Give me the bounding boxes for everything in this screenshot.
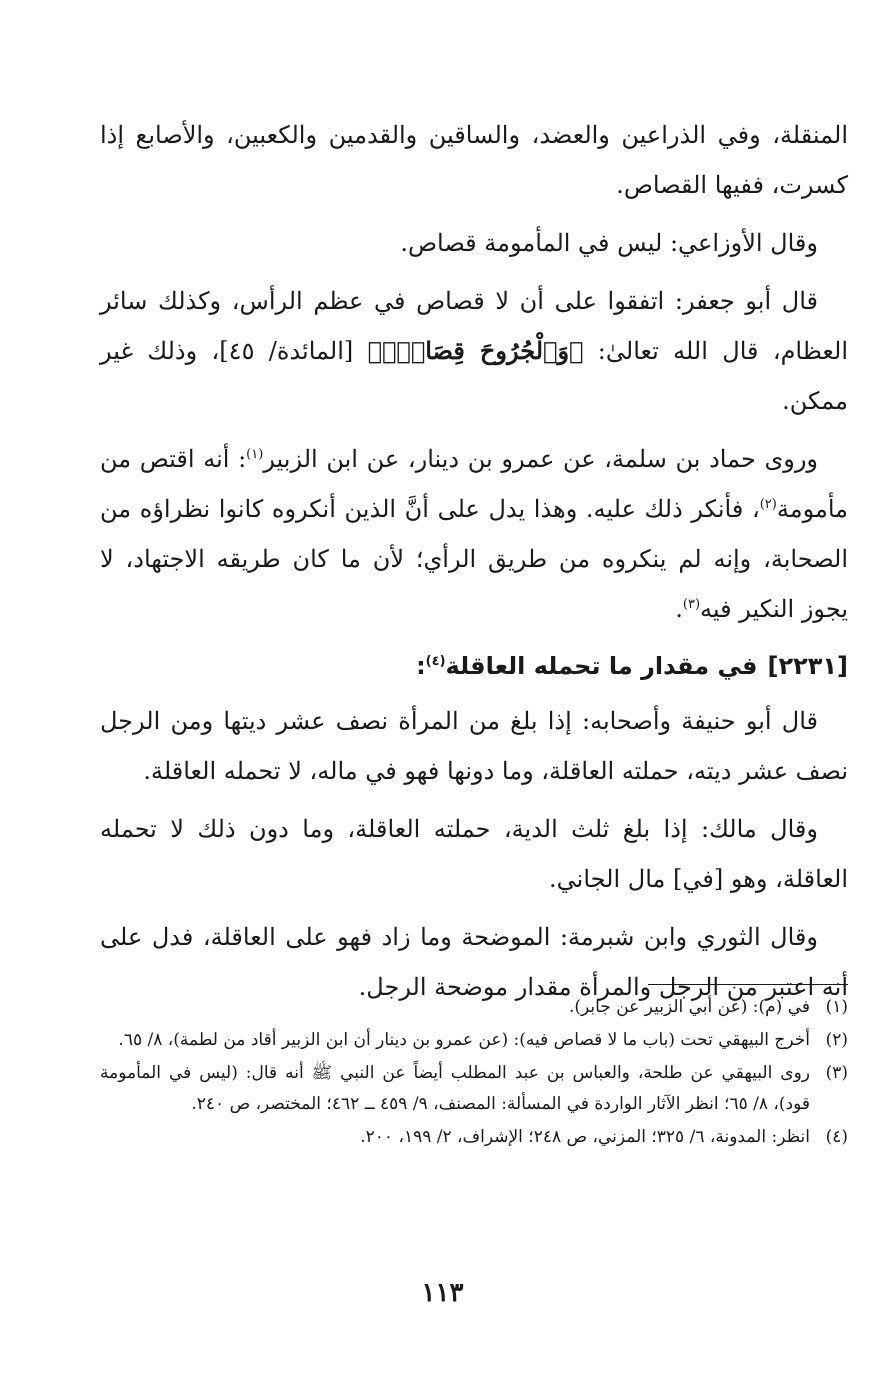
paragraph-text: قال أبو حنيفة وأصحابه: إذا بلغ من المرأة نصف عشر ديتها ومن الرجل نصف عشر ديته، حملته العاقلة، وما دونها فهو في ماله، لا تحمله العاقلة. (100, 707, 848, 785)
footnote-mark: (١) (825, 997, 848, 1017)
footnote-mark: (٢) (825, 1030, 848, 1050)
paragraph-text: . (675, 595, 683, 623)
paragraph (100, 434, 848, 634)
footnote-ref[interactable]: (٢) (759, 497, 777, 512)
footnote (100, 1122, 848, 1153)
section-title: في مقدار ما تحمله العاقلة (445, 652, 758, 680)
section-number: [٢٢٣١] (767, 652, 848, 680)
footnote-mark: (٤) (825, 1127, 848, 1147)
footnote-ref[interactable]: (١) (246, 447, 264, 462)
footnote-separator (648, 984, 848, 985)
paragraph-text: : أنه اقتص من مأمومة (100, 445, 848, 523)
footnote (100, 1058, 848, 1120)
paragraph-text: وقال الأوزاعي: ليس في المأمومة قصاص. (400, 229, 818, 257)
paragraph (100, 696, 848, 796)
footnote-mark: (٣) (825, 1063, 848, 1083)
paragraph-text: [المائدة/ ٤٥]، وذلك غير ممكن. (100, 337, 848, 415)
footnote-ref[interactable]: (٣) (682, 597, 701, 612)
heading-colon: : (416, 652, 426, 680)
main-text (100, 110, 848, 1020)
paragraph-text: قال أبو جعفر: اتفقوا على أن لا قصاص في عظم الرأس، وكذلك سائر العظام، قال الله تعالىٰ: (100, 287, 848, 365)
footnote-ref[interactable]: (٤) (425, 654, 446, 669)
paragraph (100, 110, 848, 210)
footnote-text: في (م): (عن أبي الزبير عن جابر). (568, 997, 810, 1017)
paragraph-text: وقال مالك: إذا بلغ ثلث الدية، حملته العاقلة، وما دون ذلك لا تحمله العاقلة، وهو [في] مال الجاني. (100, 815, 848, 893)
paragraph-text: وقال الثوري وابن شبرمة: الموضحة وما زاد فهو على العاقلة، فدل على أنه اعتبر من الرجل والمرأة مقدار موضحة الرجل. (100, 923, 848, 1001)
footnotes (100, 992, 848, 1155)
paragraph (100, 804, 848, 904)
paragraph (100, 218, 848, 268)
section-heading (100, 642, 848, 690)
quran-verse: ﴿وَٱلْجُرُوحَ قِصَاصٌۚ﴾ (367, 336, 584, 365)
footnote (100, 1025, 848, 1056)
paragraph-text: المنقلة، وفي الذراعين والعضد، والساقين والقدمين والكعبين، والأصابع إذا كسرت، ففيها القصاص. (100, 121, 848, 199)
paragraph (100, 276, 848, 426)
page-number: ١١٣ (421, 1278, 464, 1308)
paragraph-text: ، فأنكر ذلك عليه. وهذا يدل على أنَّ الذين أنكروه كانوا نظراؤه من الصحابة، وإنه لم ينكروه من طريق الرأي؛ لأن ما كان طريقه الاجتهاد، لا يجوز النكير فيه (100, 495, 848, 623)
footnote-text: روى البيهقي عن طلحة، والعباس بن عبد المطلب أيضاً عن النبي ﷺ أنه قال: (ليس في المأمومة قود)، ٨/ ٦٥؛ انظر الآثار الواردة في المسألة: المصنف، ٩/ ٤٥٩ ــ ٤٦٢؛ المختصر، ص ٢٤٠. (100, 1063, 810, 1114)
footnote-text: أخرج البيهقي تحت (باب ما لا قصاص فيه): (عن عمرو بن دينار أن ابن الزبير أقاد من لطمة)، ٨/ ٦٥. (118, 1030, 810, 1050)
footnote-text: انظر: المدونة، ٦/ ٣٢٥؛ المزني، ص ٢٤٨؛ الإشراف، ٢/ ١٩٩، ٢٠٠. (360, 1127, 810, 1147)
paragraph-text: وروى حماد بن سلمة، عن عمرو بن دينار، عن ابن الزبير (263, 445, 818, 473)
footnote (100, 992, 848, 1023)
